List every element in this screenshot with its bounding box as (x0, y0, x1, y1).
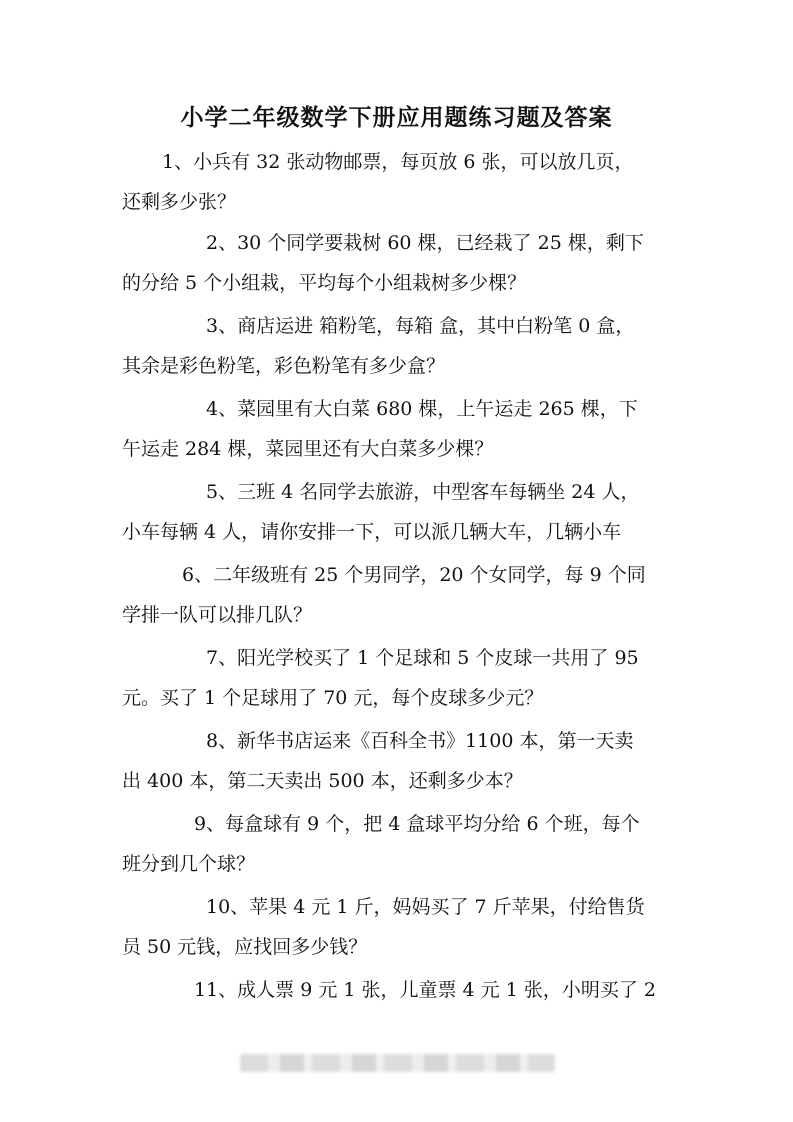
question-line: 2、30 个同学要栽树 60 棵，已经栽了 25 棵，剩下 (206, 232, 644, 254)
question-line: 4、菜园里有大白菜 680 棵，上午运走 265 棵，下 (206, 398, 638, 420)
question-11 (122, 970, 678, 1010)
question-8 (122, 721, 678, 801)
question-9 (122, 804, 678, 884)
question-line: 6、二年级班有 25 个男同学，20 个女同学，每 9 个同 (182, 564, 646, 586)
question-10 (122, 887, 678, 967)
question-line: 7、阳光学校买了 1 个足球和 5 个皮球一共用了 95 (206, 647, 639, 669)
question-line: 9、每盒球有 9 个，把 4 盒球平均分给 6 个班，每个 (194, 813, 640, 835)
document-title: 小学二年级数学下册应用题练习题及答案 (180, 104, 613, 131)
question-3 (122, 306, 678, 386)
question-line: 11、成人票 9 元 1 张，儿童票 4 元 1 张，小明买了 2 (194, 979, 656, 1001)
question-5 (122, 472, 678, 552)
question-line: 出 400 本，第二天卖出 500 本，还剩多少本？ (122, 770, 523, 792)
question-line: 学排一队可以排几队？ (122, 604, 313, 626)
question-line: 的分给 5 个小组栽，平均每个小组栽树多少棵？ (122, 272, 527, 294)
question-4 (122, 389, 678, 469)
question-line: 5、三班 4 名同学去旅游，中型客车每辆坐 24 人， (206, 481, 640, 503)
question-line: 员 50 元钱，应找回多少钱？ (122, 936, 368, 958)
question-2 (122, 223, 678, 303)
question-line: 还剩多少张？ (122, 191, 237, 213)
question-line: 班分到几个球？ (122, 853, 256, 875)
question-line: 3、商店运进 箱粉笔，每箱 盒，其中白粉笔 0 盒， (206, 315, 635, 337)
question-line: 其余是彩色粉笔，彩色粉笔有多少盒？ (122, 355, 446, 377)
question-line: 1、小兵有 32 张动物邮票，每页放 6 张，可以放几页， (162, 151, 634, 173)
question-7 (122, 638, 678, 718)
question-line: 午运走 284 棵，菜园里还有大白菜多少棵？ (122, 438, 494, 460)
question-line: 小车每辆 4 人，请你安排一下，可以派几辆大车，几辆小车 (122, 521, 622, 543)
question-line: 10、苹果 4 元 1 斤，妈妈买了 7 斤苹果，付给售货 (206, 896, 645, 918)
question-1 (122, 142, 678, 222)
question-6 (122, 555, 678, 635)
question-line: 元。买了 1 个足球用了 70 元，每个皮球多少元？ (122, 687, 544, 709)
blurred-footer-watermark (240, 1054, 555, 1072)
question-line: 8、新华书店运来《百科全书》1100 本，第一天卖 (206, 730, 634, 752)
